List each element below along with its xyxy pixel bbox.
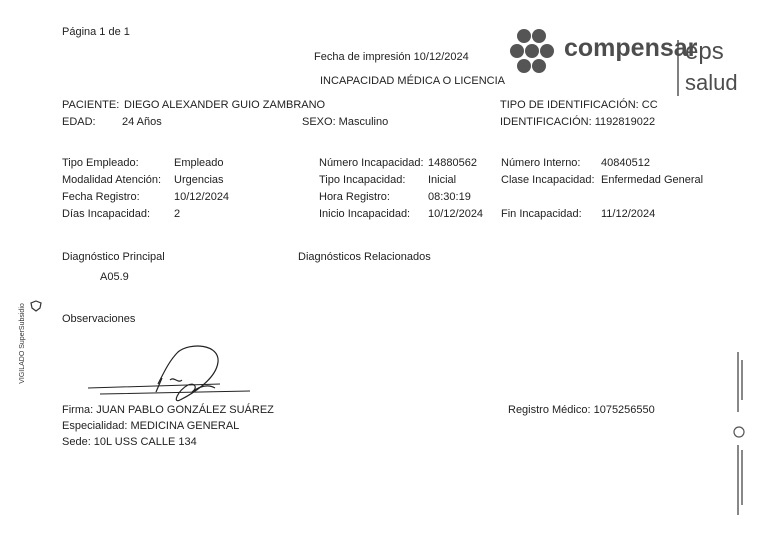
detail-label: Número Interno: [501,157,581,169]
print-date: Fecha de impresión 10/12/2024 [314,51,469,63]
shield-icon [30,300,42,312]
stamp-text: VIGILADO SuperSubsidio [18,303,26,384]
detail-value: 08:30:19 [428,191,471,203]
logo-brand: compensar [564,34,698,62]
detail-label: Tipo Empleado: [62,157,139,169]
related-diagnosis-label: Diagnósticos Relacionados [298,251,431,263]
detail-label: Inicio Incapacidad: [319,208,411,220]
main-diagnosis-code: A05.9 [100,271,129,283]
detail-value: Enfermedad General [601,174,704,186]
signer-name: Firma: JUAN PABLO GONZÁLEZ SUÁREZ [62,404,274,416]
detail-value: Urgencias [174,174,224,186]
site: Sede: 10L USS CALLE 134 [62,436,197,448]
supervision-stamp [19,303,26,384]
patient-label: PACIENTE: [62,99,120,111]
sex: SEXO: Masculino [302,116,389,128]
detail-value: 14880562 [428,157,477,169]
age-value: 24 Años [122,116,162,128]
detail-label: Fin Incapacidad: [501,208,582,220]
main-diagnosis-label: Diagnóstico Principal [62,251,165,263]
detail-label: Tipo Incapacidad: [319,174,406,186]
compensar-eps-logo [510,26,740,98]
detail-label: Días Incapacidad: [62,208,151,220]
detail-value: Inicial [428,174,457,186]
detail-label: Hora Registro: [319,191,390,203]
observations-label: Observaciones [62,313,136,325]
logo-salud: salud [685,70,738,95]
document-title: INCAPACIDAD MÉDICA O LICENCIA [320,75,505,87]
patient-name: DIEGO ALEXANDER GUIO ZAMBRANO [124,99,326,111]
detail-label: Número Incapacidad: [319,157,424,169]
detail-value: Empleado [174,157,224,169]
detail-label: Clase Incapacidad: [501,174,595,186]
id-type: TIPO DE IDENTIFICACIÓN: CC [500,99,658,111]
page-number: Página 1 de 1 [62,26,130,38]
detail-value: 10/12/2024 [428,208,484,220]
detail-value: 11/12/2024 [601,208,656,220]
age-label: EDAD: [62,116,96,128]
detail-value: 2 [174,208,181,220]
specialty: Especialidad: MEDICINA GENERAL [62,420,240,432]
logo-eps: eps [685,38,724,65]
detail-label: Fecha Registro: [62,191,140,203]
handwritten-signature [70,340,270,410]
detail-label: Modalidad Atención: [62,174,162,186]
detail-value: 40840512 [601,157,650,169]
medical-registry: Registro Médico: 1075256550 [508,404,655,416]
id-number: IDENTIFICACIÓN: 1192819022 [500,116,656,128]
detail-value: 10/12/2024 [174,191,230,203]
right-vertical-stamp [730,350,748,520]
